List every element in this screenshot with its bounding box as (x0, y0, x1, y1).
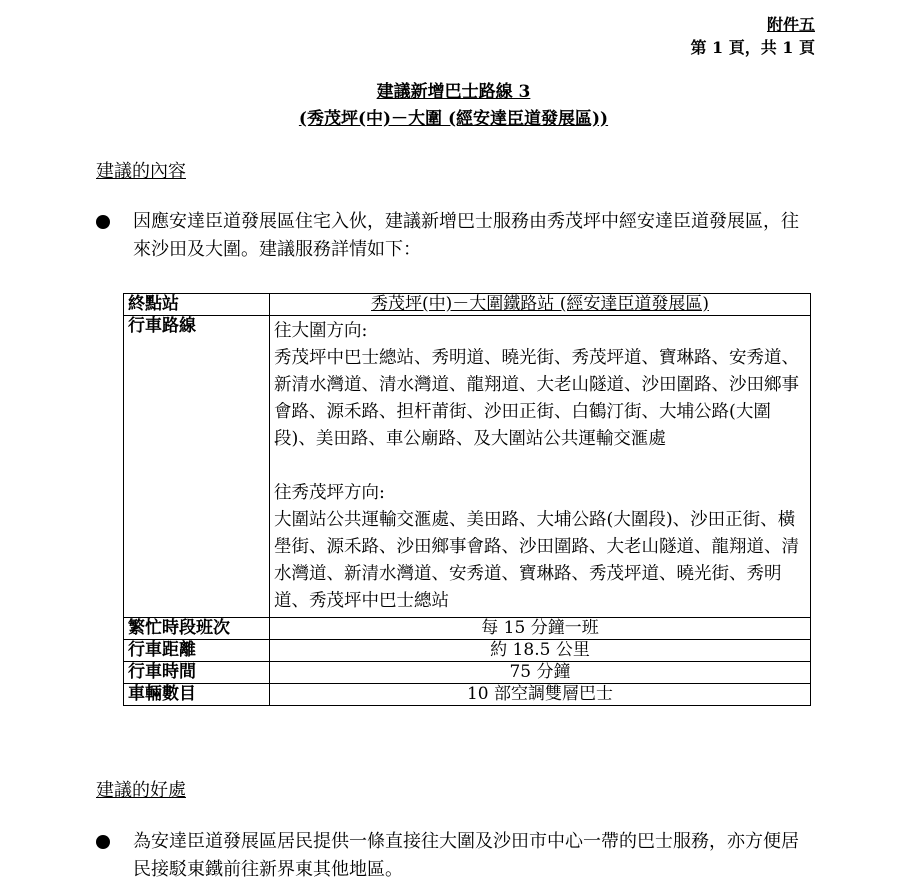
route-dir1-text: 秀茂坪中巴士總站、秀明道、曉光街、秀茂坪道、寶琳路、安秀道、新清水灣道、清水灣道、龍翔道、大老山隧道、沙田圍路、沙田鄉事會路、源禾路、担杆莆街、沙田正街、白鶴汀街、大埔公路(大圍段)、美田路、車公廟路、及大圍站公共運輸交滙處 (274, 348, 799, 449)
time-label: 行車時間 (124, 662, 270, 684)
route-dir2-heading: 往秀茂坪方向: (274, 483, 385, 503)
vehicles-label: 車輛數目 (124, 684, 270, 706)
terminus-value (270, 294, 811, 316)
terminus-label: 終點站 (124, 294, 270, 316)
route-spacer (274, 453, 806, 480)
table-row-vehicles (124, 684, 811, 706)
table-row-route (124, 316, 811, 618)
frequency-label: 繁忙時段班次 (124, 618, 270, 640)
time-value: 75 分鐘 (270, 662, 811, 684)
bullet-icon (96, 835, 110, 849)
table-row-terminus (124, 294, 811, 316)
distance-label: 行車距離 (124, 640, 270, 662)
page-number: 第 1 頁，共 1 頁 (690, 38, 815, 57)
distance-value: 約 18.5 公里 (270, 640, 811, 662)
annex-label: 附件五 (766, 15, 815, 34)
benefits-paragraph: 為安達臣道發展區居民提供一條直接往大圍及沙田市中心一帶的巴士服務，亦方便居民接駁東鐵前往新界東其他地區。 (133, 831, 799, 880)
route-value (270, 316, 811, 618)
table-row-time (124, 662, 811, 684)
route-dir2-text: 大圍站公共運輸交滙處、美田路、大埔公路(大圍段)、沙田正街、橫壆街、源禾路、沙田鄉事會路、沙田圍路、大老山隧道、龍翔道、清水灣道、新清水灣道、安秀道、寶琳路、秀茂坪道、曉光街、秀明道、秀茂坪中巴士總站 (274, 510, 799, 611)
frequency-value: 每 15 分鐘一班 (270, 618, 811, 640)
bullet-icon (96, 215, 110, 229)
terminus-value-text: 秀茂坪(中)－大圍鐵路站 (經安達臣道發展區) (371, 294, 709, 314)
document-title: 建議新增巴士路線 3 (376, 82, 531, 102)
section-heading-content: 建議的內容 (96, 161, 186, 182)
document-subtitle: (秀茂坪(中)－大圍 (經安達臣道發展區)) (298, 109, 609, 129)
table-row-frequency (124, 618, 811, 640)
section-heading-benefits: 建議的好處 (96, 780, 186, 801)
route-label: 行車路線 (124, 316, 270, 618)
content-paragraph: 因應安達臣道發展區住宅入伙，建議新增巴士服務由秀茂坪中經安達臣道發展區，往來沙田及大圍。建議服務詳情如下： (133, 211, 799, 260)
route-dir1-heading: 往大圍方向: (274, 321, 368, 341)
table-row-distance (124, 640, 811, 662)
vehicles-value: 10 部空調雙層巴士 (270, 684, 811, 706)
route-details-table (123, 293, 811, 706)
